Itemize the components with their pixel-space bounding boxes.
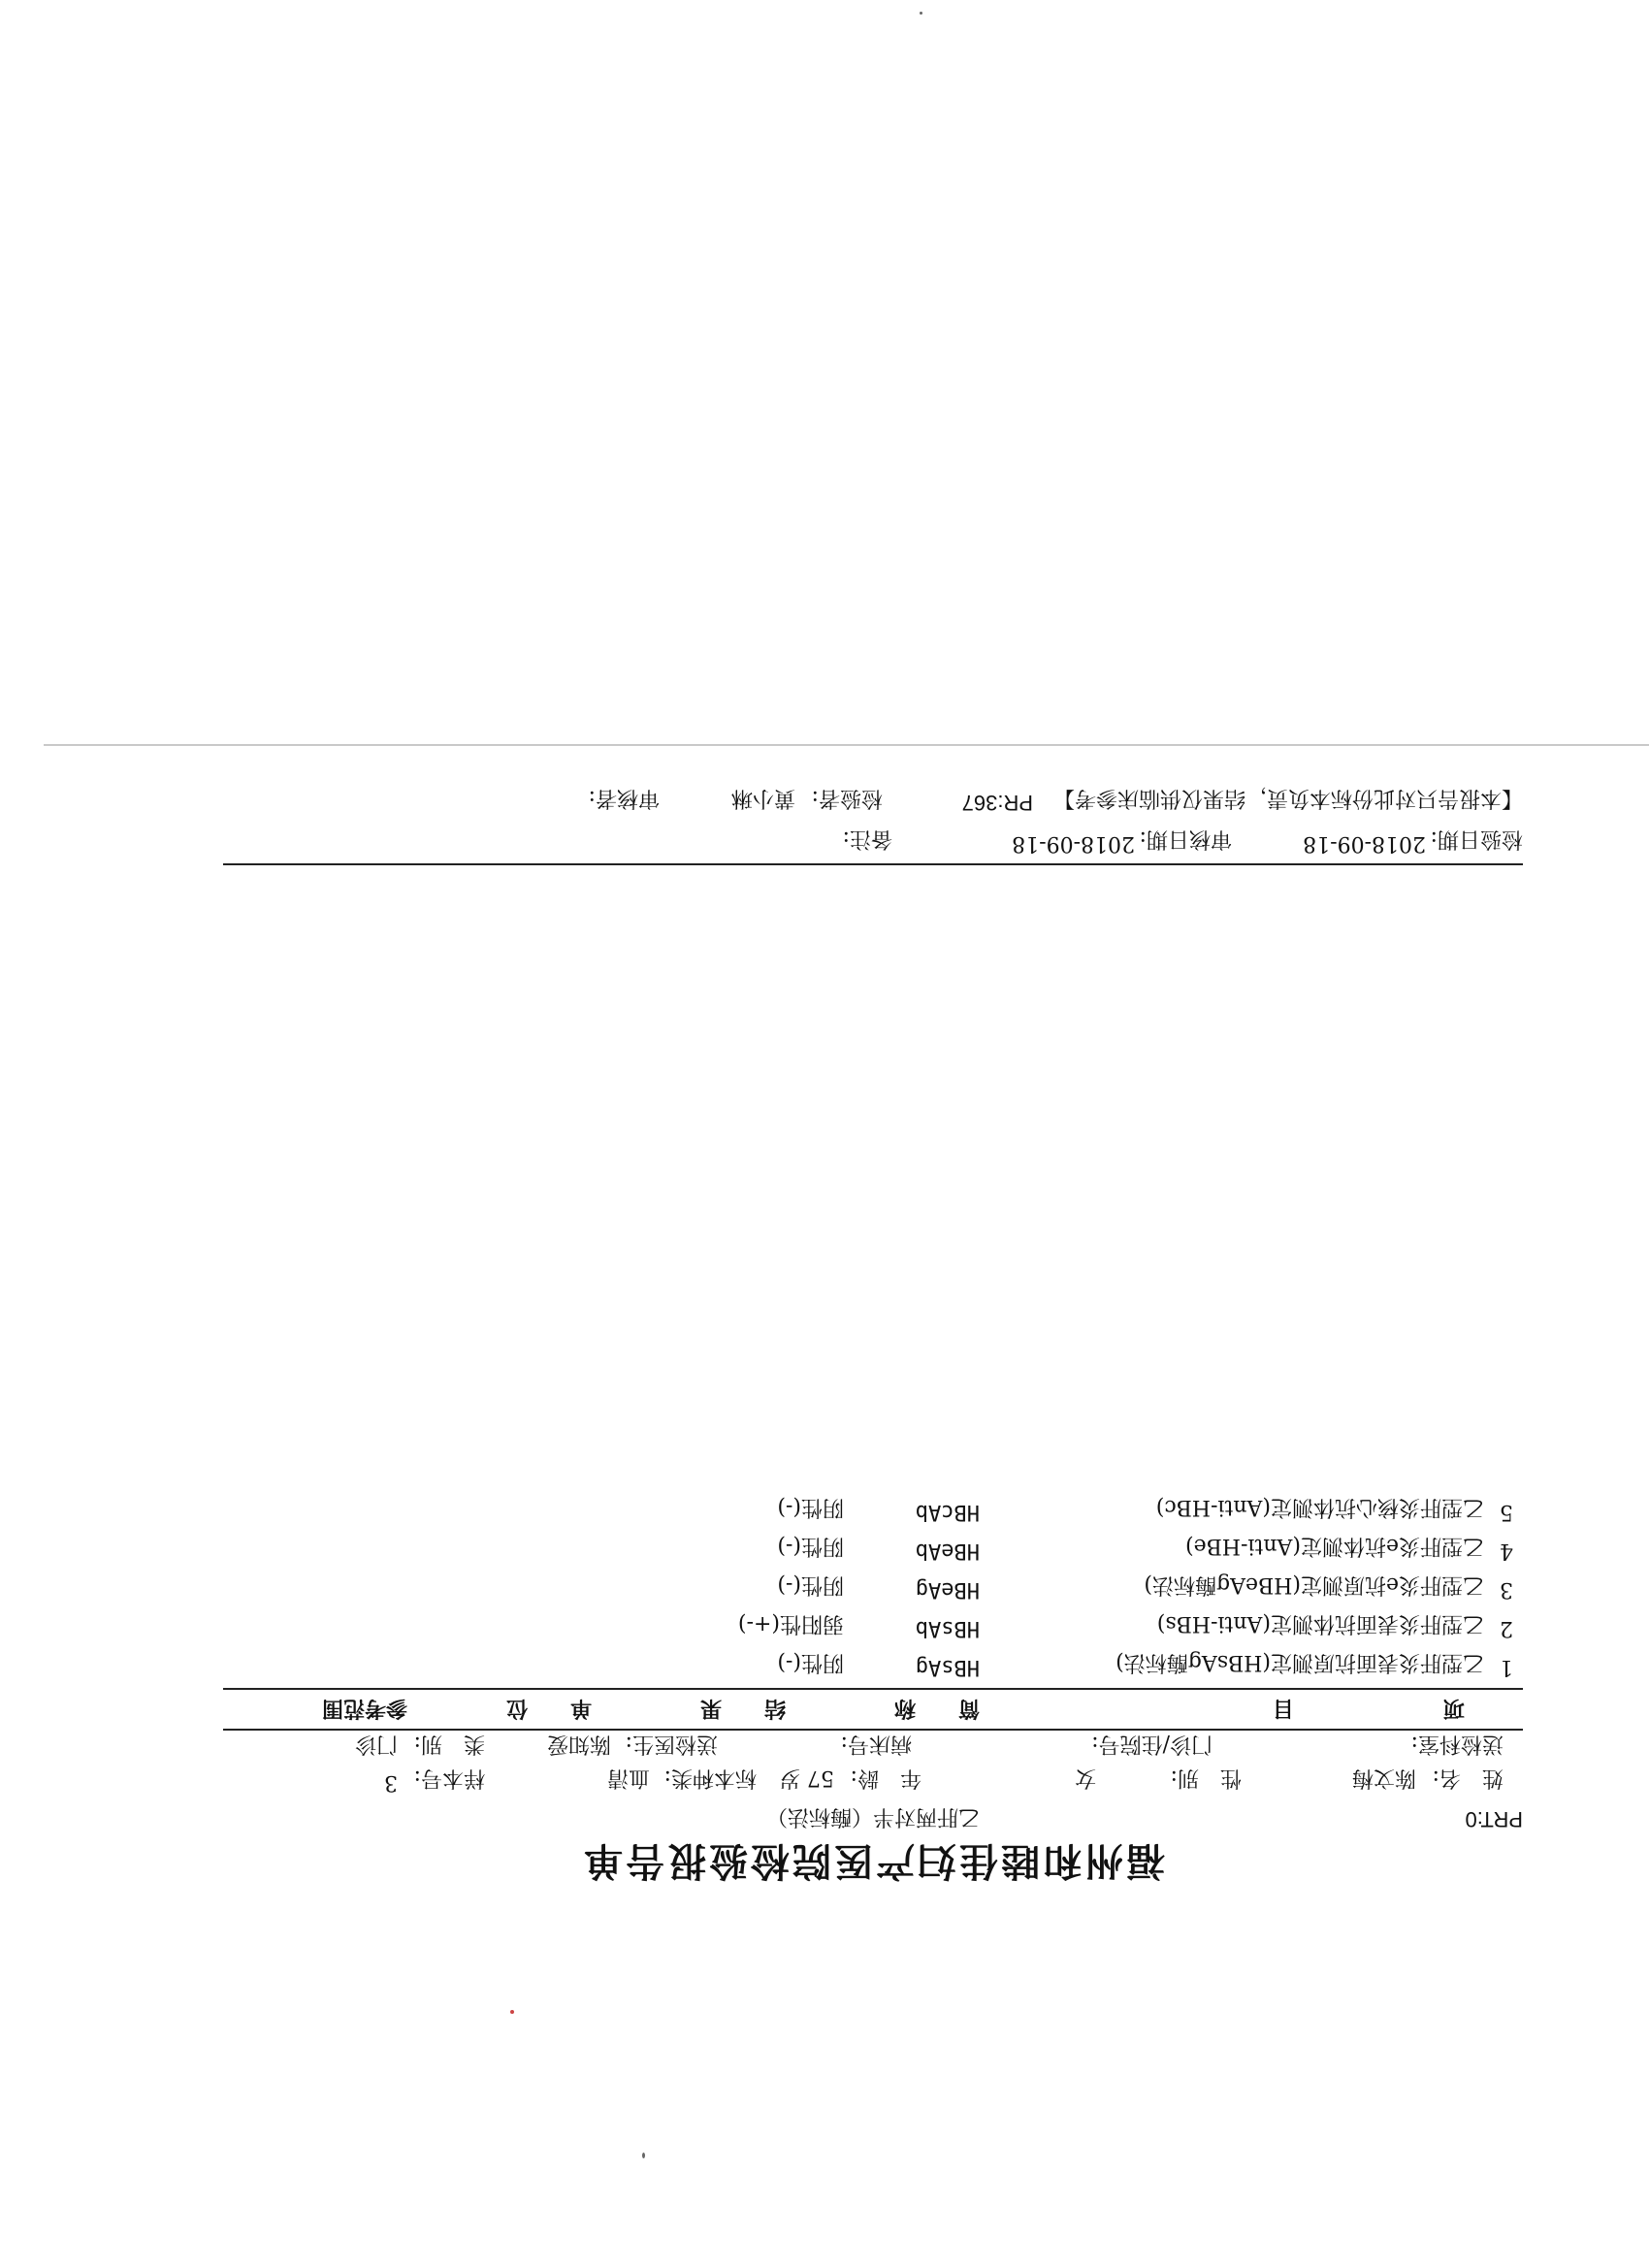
table-row: [223, 1528, 1523, 1567]
row-number: 1: [1500, 1655, 1513, 1679]
row-abbr: HBcAb: [915, 1500, 980, 1524]
row-result: 阴性(-): [777, 1534, 844, 1558]
result-table-body: [223, 1489, 1523, 1683]
scan-speck: [642, 2153, 645, 2158]
category-label: 类 别:: [413, 1732, 485, 1756]
review-date-label: 审核日期:: [1139, 826, 1232, 851]
tester-name: 黄小琳: [730, 786, 795, 810]
specimen-type: 血清: [606, 1766, 650, 1790]
report-title: 福州和睦佳妇产医院检验报告单: [581, 1838, 1165, 1884]
table-row: [223, 1605, 1523, 1644]
dept-label: 送检科室:: [1410, 1732, 1504, 1756]
reviewer-label: 审核者:: [588, 786, 660, 810]
scan-speck: [920, 12, 922, 15]
test-date-label: 检验日期:: [1430, 826, 1523, 851]
header-top-rule: [223, 1729, 1523, 1731]
row-item: 乙型肝炎核心抗体测定(Anti-HBc): [1155, 1495, 1484, 1519]
review-date: 2018-09-18: [1012, 831, 1135, 856]
disclaimer: 【本报告只对此份标本负责，结果仅供临床参考】: [1052, 786, 1523, 810]
sample-no-label: 样本号:: [413, 1766, 485, 1790]
pr-code: PR:367: [961, 791, 1033, 815]
table-row: [223, 1644, 1523, 1683]
row-number: 5: [1500, 1500, 1513, 1524]
tester-label: 检验者:: [811, 786, 883, 810]
scan-speck: [510, 2010, 514, 2014]
row-number: 3: [1500, 1577, 1513, 1602]
specimen-type-label: 标本种类:: [663, 1766, 757, 1790]
category: 门诊: [354, 1732, 398, 1756]
sample-no: 3: [384, 1770, 398, 1795]
outpatient-label: 门诊/住院号:: [1091, 1732, 1212, 1756]
lab-report: [223, 761, 1523, 1892]
header-unit: 单 位: [505, 1696, 592, 1721]
header-abbr: 简 称: [893, 1696, 980, 1721]
table-row: [223, 1489, 1523, 1528]
report-subtitle: 乙肝两对半（酶标法）: [766, 1804, 981, 1829]
header-range: 参考范围: [321, 1696, 407, 1721]
print-code: PRT:0: [1465, 1807, 1523, 1831]
row-number: 2: [1500, 1616, 1513, 1640]
age-label: 年 龄:: [850, 1766, 922, 1790]
patient-name: 陈文梅: [1351, 1766, 1416, 1790]
row-number: 4: [1500, 1539, 1513, 1563]
bed-label: 病床号:: [840, 1732, 912, 1756]
row-item: 乙型肝炎e抗体测定(Anti-HBe): [1185, 1534, 1484, 1558]
table-row: [223, 1567, 1523, 1605]
remarks-label: 备注:: [842, 826, 892, 851]
row-abbr: HBeAb: [915, 1539, 980, 1563]
row-item: 乙型肝炎表面抗原测定(HBsAg酶标法): [1116, 1650, 1484, 1674]
row-result: 阴性(-): [777, 1650, 844, 1674]
row-result: 弱阳性(+-): [737, 1611, 844, 1636]
row-result: 阴性(-): [777, 1495, 844, 1519]
name-label: 姓 名:: [1432, 1766, 1504, 1790]
row-item: 乙型肝炎表面抗体测定(Anti-HBs): [1156, 1611, 1484, 1636]
header-bottom-rule: [223, 1688, 1523, 1690]
row-abbr: HBeAg: [915, 1577, 980, 1602]
header-item: 项 目: [1272, 1696, 1465, 1721]
doctor-label: 送检医生:: [625, 1732, 718, 1756]
patient-age: 57 岁: [779, 1766, 834, 1790]
row-abbr: HBsAg: [915, 1655, 980, 1679]
doctor-name: 陈知爱: [546, 1732, 611, 1756]
test-date: 2018-09-18: [1303, 831, 1426, 856]
sex-label: 性 别:: [1170, 1766, 1242, 1790]
row-result: 阴性(-): [777, 1572, 844, 1597]
row-abbr: HBsAb: [915, 1616, 980, 1640]
header-result: 结 果: [699, 1696, 786, 1721]
sheet-edge: [44, 744, 1649, 746]
patient-sex: 女: [1074, 1766, 1096, 1790]
row-item: 乙型肝炎e抗原测定(HBeAg酶标法): [1144, 1572, 1484, 1597]
footer-rule: [223, 863, 1523, 865]
